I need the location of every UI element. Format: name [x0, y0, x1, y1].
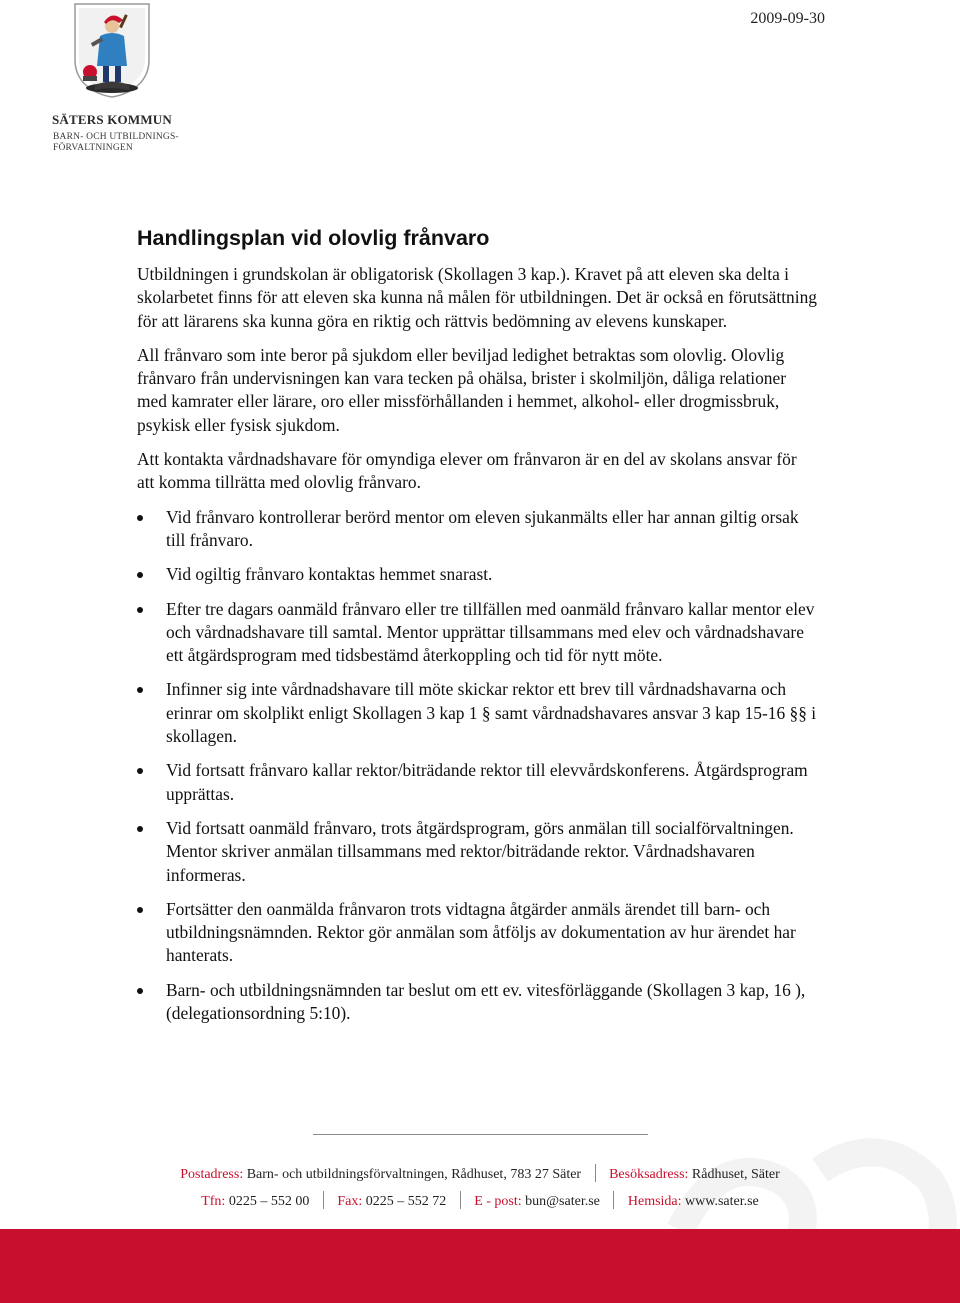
footer-address-line — [0, 1164, 960, 1183]
footer-contact-line — [0, 1191, 960, 1210]
logo-subtitle — [53, 132, 183, 153]
list-item-text: Fortsätter den oanmälda frånvaron trots vidtagna åtgärder anmäls ärendet till barn- och utbildningsnämnden. Rektor gör anmälan som åtföljs av dokumentation av hur ärendet har hanterats. — [166, 898, 796, 966]
footer-separator — [613, 1191, 614, 1209]
logo-subtitle-line: BARN- OCH UTBILDNINGS- — [53, 132, 179, 142]
action-list — [137, 506, 817, 1026]
bullet-icon — [137, 826, 143, 832]
list-item — [137, 898, 817, 968]
bullet-icon — [137, 988, 143, 994]
bullet-icon — [137, 607, 143, 613]
footer-separator — [460, 1191, 461, 1209]
list-item-text: Vid ogiltig frånvaro kontaktas hemmet snarast. — [166, 564, 493, 585]
list-item-text: Efter tre dagars oanmäld frånvaro eller tre tillfällen med oanmäld frånvaro kallar mentor elev och vårdnadshavare till samtal. Mentor upprättar tillsammans med elev och vårdnadshavare ett åtgärdsprogram med tidsbestämd återkoppling och tid för nytt möte. — [166, 598, 815, 666]
paragraph: All frånvaro som inte beror på sjukdom eller beviljad ledighet betraktas som olovlig. Olovlig frånvaro från undervisningen kan vara tecken på ohälsa, brister i skolmiljön, dåliga relationer med kamrater eller lärare, oro eller missförhållanden i hemmet, alkohol- eller drogmissbruk, psykisk eller fysisk sjukdom. — [137, 344, 787, 435]
website-link[interactable]: www.sater.se — [685, 1194, 759, 1209]
footer-separator — [323, 1191, 324, 1209]
postal-label: Postadress: — [180, 1167, 244, 1182]
fax-value: 0225 – 552 72 — [365, 1194, 447, 1209]
list-item — [137, 506, 817, 553]
phone-value: 0225 – 552 00 — [228, 1194, 310, 1209]
list-item — [137, 598, 817, 668]
visit-label: Besöksadress: — [609, 1167, 689, 1182]
footer-brand-bar — [0, 1229, 960, 1303]
bullet-icon — [137, 907, 143, 913]
document-date: 2009-09-30 — [750, 10, 825, 27]
paragraph: Utbildningen i grundskolan är obligatorisk (Skollagen 3 kap.). Kravet på att eleven ska delta i skolarbetet finns för att eleven ska kunna nå målen för utbildningen. Det är också en förutsättning för att lärarens ska kunna göra en riktig och rättvis bedömning av elevens kunskaper. — [137, 264, 817, 331]
visit-value: Rådhuset, Säter — [691, 1167, 780, 1182]
bullet-icon — [137, 687, 143, 693]
coat-of-arms-icon — [73, 2, 151, 98]
list-item-text: Barn- och utbildningsnämnden tar beslut om ett ev. vitesförläggande (Skollagen 3 kap, 16 ), (delegationsordning 5:10). — [166, 979, 806, 1024]
postal-value: Barn- och utbildningsförvaltningen, Rådhuset, 783 27 Säter — [246, 1167, 582, 1182]
list-item — [137, 563, 817, 586]
web-label: Hemsida: — [627, 1194, 682, 1209]
email-link[interactable]: bun@sater.se — [525, 1194, 600, 1209]
list-item-text: Infinner sig inte vårdnadshavare till möte skickar rektor ett brev till vårdnadshavarna och erinrar om skolplikt enligt Skollagen 3 kap 1 § samt vårdnadshavares ansvar 3 kap 15-16 §§ i skollagen. — [166, 679, 817, 747]
bullet-icon — [137, 572, 143, 578]
footer-divider — [313, 1134, 648, 1135]
email-label: E - post: — [474, 1194, 522, 1209]
document-title: Handlingsplan vid olovlig frånvaro — [137, 226, 490, 250]
list-item-text: Vid fortsatt oanmäld frånvaro, trots åtgärdsprogram, görs anmälan till socialförvaltningen. Mentor skriver anmälan tillsammans med rektor/biträdande rektor. Vårdnadshavaren informeras. — [166, 817, 794, 885]
list-item — [137, 979, 817, 1026]
list-item — [137, 759, 817, 806]
bullet-icon — [137, 515, 143, 521]
list-item-text: Vid fortsatt frånvaro kallar rektor/biträdande rektor till elevvårdskonferens. Åtgärdsprogram upprättas. — [166, 760, 808, 804]
logo-subtitle-line: FÖRVALTNINGEN — [53, 142, 133, 153]
document-body — [137, 226, 817, 1036]
paragraph: Att kontakta vårdnadshavare för omyndiga elever om frånvaron är en del av skolans ansvar för att komma tillrätta med olovlig frånvaro. — [137, 449, 797, 493]
list-item — [137, 817, 817, 887]
logo-name: SÄTERS KOMMUN — [52, 112, 172, 127]
list-item — [137, 678, 817, 748]
municipality-logo — [52, 2, 179, 160]
fax-label: Fax: — [337, 1194, 363, 1209]
footer-separator — [595, 1164, 596, 1182]
bullet-icon — [137, 768, 143, 774]
phone-label: Tfn: — [201, 1194, 226, 1209]
list-item-text: Vid frånvaro kontrollerar berörd mentor om eleven sjukanmälts eller har annan giltig orsak till frånvaro. — [166, 506, 799, 550]
